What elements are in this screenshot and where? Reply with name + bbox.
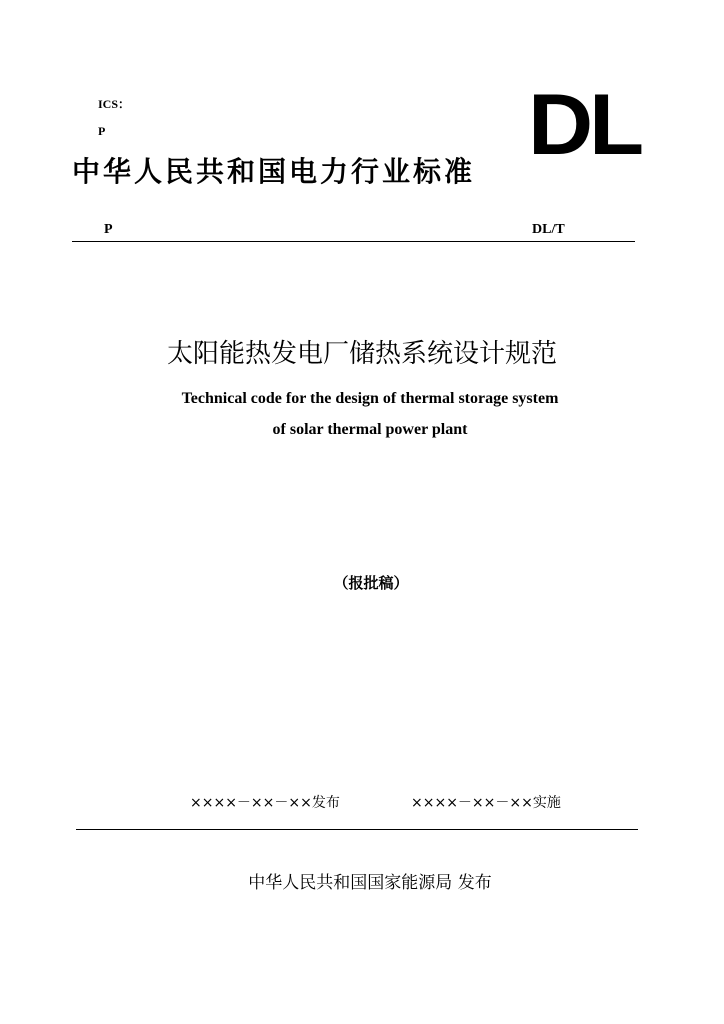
classification-code: P bbox=[98, 124, 106, 138]
issue-date: ××××－××－××发布 bbox=[190, 795, 340, 811]
implementation-date: ××××－××－××实施 bbox=[411, 795, 561, 811]
english-title-line2: of solar thermal power plant bbox=[272, 421, 468, 438]
top-divider bbox=[72, 241, 635, 242]
issuing-authority: 中华人民共和国国家能源局 发布 bbox=[248, 873, 492, 893]
chinese-title: 太阳能热发电厂储热系统设计规范 bbox=[166, 339, 557, 369]
draft-status: （报批稿） bbox=[333, 574, 409, 592]
left-code: P bbox=[104, 222, 113, 237]
dl-logo: DL bbox=[528, 77, 640, 173]
english-title-line1: Technical code for the design of thermal storage system bbox=[181, 390, 559, 407]
standard-number: DL/T bbox=[532, 222, 565, 237]
ics-label: ICS： bbox=[98, 97, 131, 111]
bottom-divider bbox=[76, 829, 638, 830]
industry-standard-title: 中华人民共和国电力行业标准 bbox=[72, 155, 476, 188]
